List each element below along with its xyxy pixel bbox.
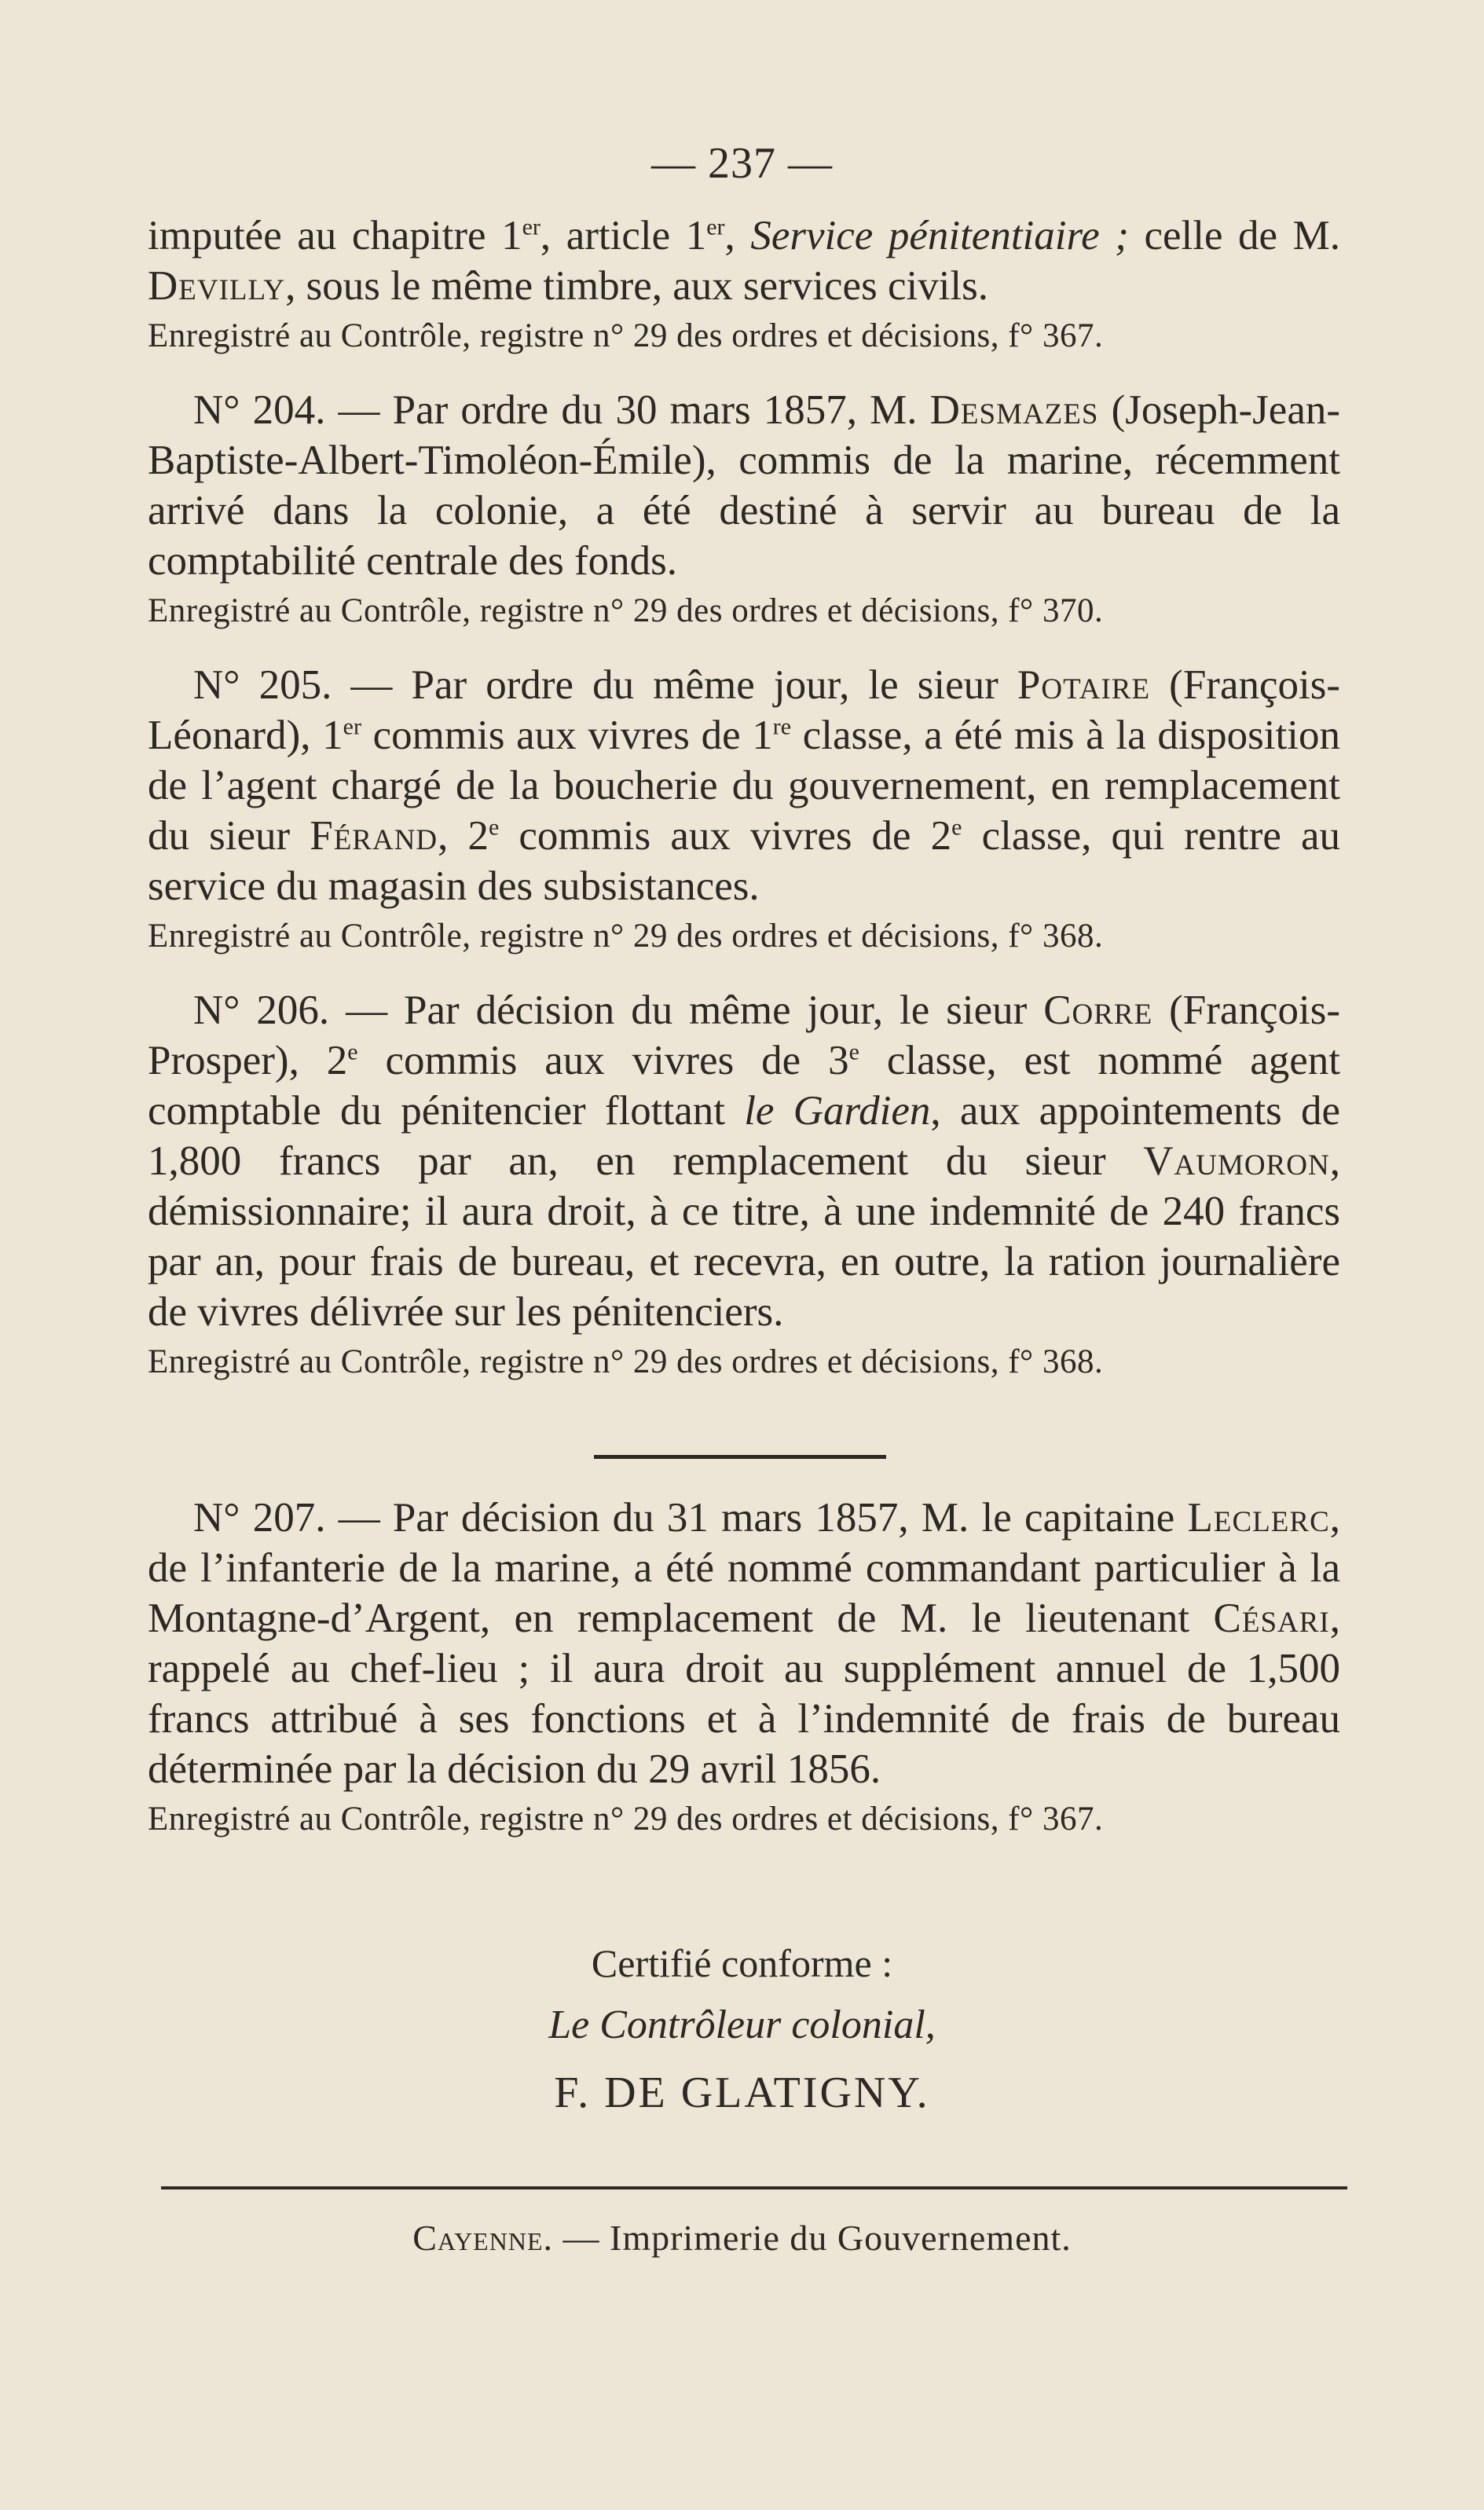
footer-divider <box>161 2186 1347 2189</box>
certification-label: Certifié conforme : <box>591 1941 893 1985</box>
decision-205: N° 205. — Par ordre du même jour, le sieur Potaire (François-Léonard), 1er commis aux vivres de 1re classe, a été mis à la disposition de l’agent chargé de la boucherie du gouvernement, en remplacement du sieur Férand, 2e commis aux vivres de 2e classe, qui rentre au service du magasin des subsistances. <box>148 662 1340 909</box>
decision-207: N° 207. — Par décision du 31 mars 1857, M. le capitaine Leclerc, de l’infanterie de la marine, a été nommé commandant particulier à la Montagne-d’Argent, en remplacement de M. le lieutenant Césari, rappelé au chef-lieu ; il aura droit au supplément annuel de 1,500 francs attribué à ses fonctions et à l’indemnité de frais de bureau déterminée par la décision du 29 avril 1856. <box>148 1495 1340 1792</box>
decision-206: N° 206. — Par décision du même jour, le sieur Corre (François-Prosper), 2e commis aux vivres de 3e classe, est nommé agent comptable du pénitencier flottant le Gardien, aux appointements de 1,800 francs par an, en remplacement du sieur Vaumoron, démissionnaire; il aura droit, à ce titre, à une indemnité de 240 francs par an, pour frais de bureau, et recevra, en outre, la ration journalière de vivres délivrée sur les pénitenciers. <box>148 988 1341 1335</box>
text-block-lower <box>148 1493 1340 1840</box>
registration-note: Enregistré au Contrôle, registre n° 29 des ordres et décisions, f° 370. <box>148 592 1104 629</box>
registration-note: Enregistré au Contrôle, registre n° 29 des ordres et décisions, f° 367. <box>148 1801 1104 1838</box>
decision-204: N° 204. — Par ordre du 30 mars 1857, M. Desmazes (Joseph-Jean-Baptiste-Albert-Timoléon-Émile), commis de la marine, récemment arrivé dans la colonie, a été destiné à servir au bureau de la comptabilité centrale des fonds. <box>148 387 1340 584</box>
certification-role: Le Contrôleur colonial, <box>548 2003 936 2047</box>
page-number: — 237 — <box>651 139 833 188</box>
paragraph-continuation: imputée au chapitre 1er, article 1er, Service pénitentiaire ; celle de M. Devilly, sous le même timbre, aux services civils. <box>148 213 1341 309</box>
section-divider <box>594 1455 886 1459</box>
registration-note: Enregistré au Contrôle, registre n° 29 des ordres et décisions, f° 367. <box>148 317 1104 354</box>
text-block-upper <box>148 211 1340 1383</box>
printer-imprint: Cayenne. — Imprimerie du Gouvernement. <box>412 2218 1072 2258</box>
certification-signatory: F. DE GLATIGNY. <box>554 2068 930 2117</box>
registration-note: Enregistré au Contrôle, registre n° 29 des ordres et décisions, f° 368. <box>148 1343 1104 1380</box>
registration-note: Enregistré au Contrôle, registre n° 29 des ordres et décisions, f° 368. <box>148 918 1104 955</box>
